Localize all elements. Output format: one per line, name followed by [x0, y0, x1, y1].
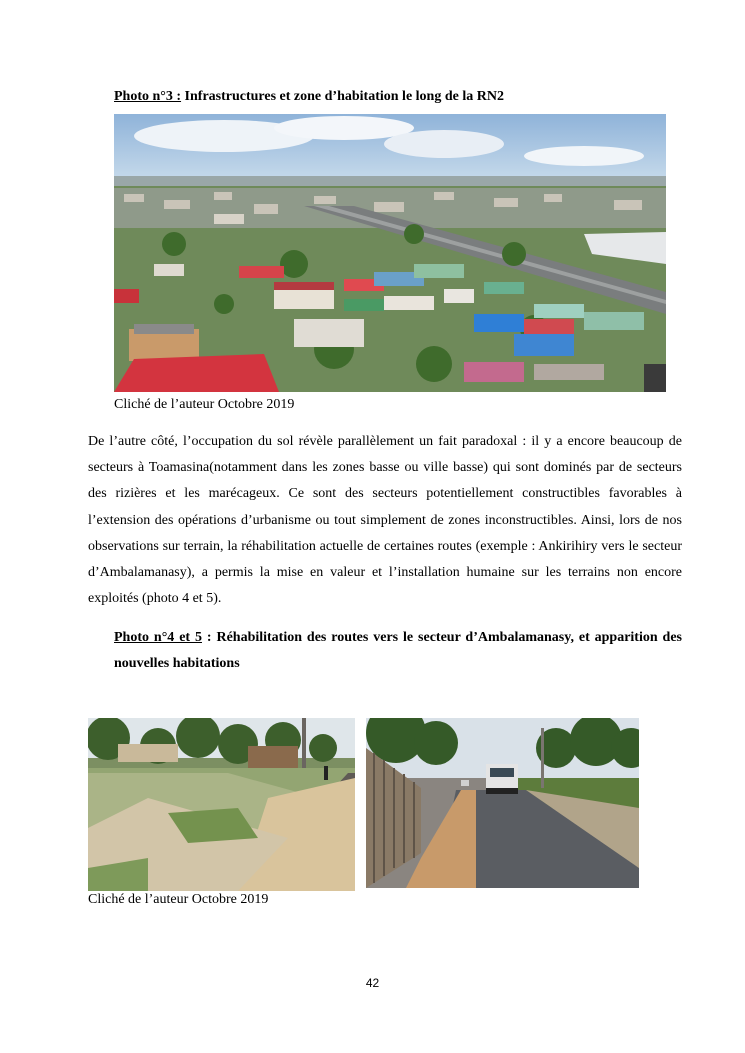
photo3-title: Infrastructures et zone d’habitation le long de la RN2	[181, 89, 504, 104]
photo45-title: : Réhabilitation des routes vers le secteur d’Ambalamanasy, et apparition des nouvelles habitations	[114, 630, 683, 671]
photo4-image	[88, 718, 355, 891]
photo3-image	[114, 114, 666, 392]
page-number: 42	[365, 976, 380, 990]
photo45-credit: Cliché de l’auteur Octobre 2019	[88, 892, 269, 907]
photo45-caption	[114, 625, 682, 677]
photo3-label: Photo n°3 :	[114, 89, 182, 104]
photo5-image	[366, 718, 639, 888]
photo45-label: Photo n°4 et 5	[114, 630, 202, 645]
body-paragraph: De l’autre côté, l’occupation du sol révèle parallèlement un fait paradoxal : il y a encore beaucoup de secteurs à Toamasina(notamment dans les zones basse ou ville basse) qui sont dominés par de secteurs des rizières et les marécageux. Ce sont des secteurs potentiellement constructibles favorables à l’extension des opérations d’urbanisme ou tout simplement de zones inconstructibles. Ainsi, lors de nos observations sur terrain, la réhabilitation actuelle de certaines routes (exemple : Ankirihiry vers le secteur d’Ambalamanasy), a permis la mise en valeur et l’installation humaine sur les terrains non encore exploités (photo 4 et 5).	[88, 434, 682, 607]
photo3-caption	[114, 84, 684, 110]
photo3-credit: Cliché de l’auteur Octobre 2019	[114, 397, 295, 412]
